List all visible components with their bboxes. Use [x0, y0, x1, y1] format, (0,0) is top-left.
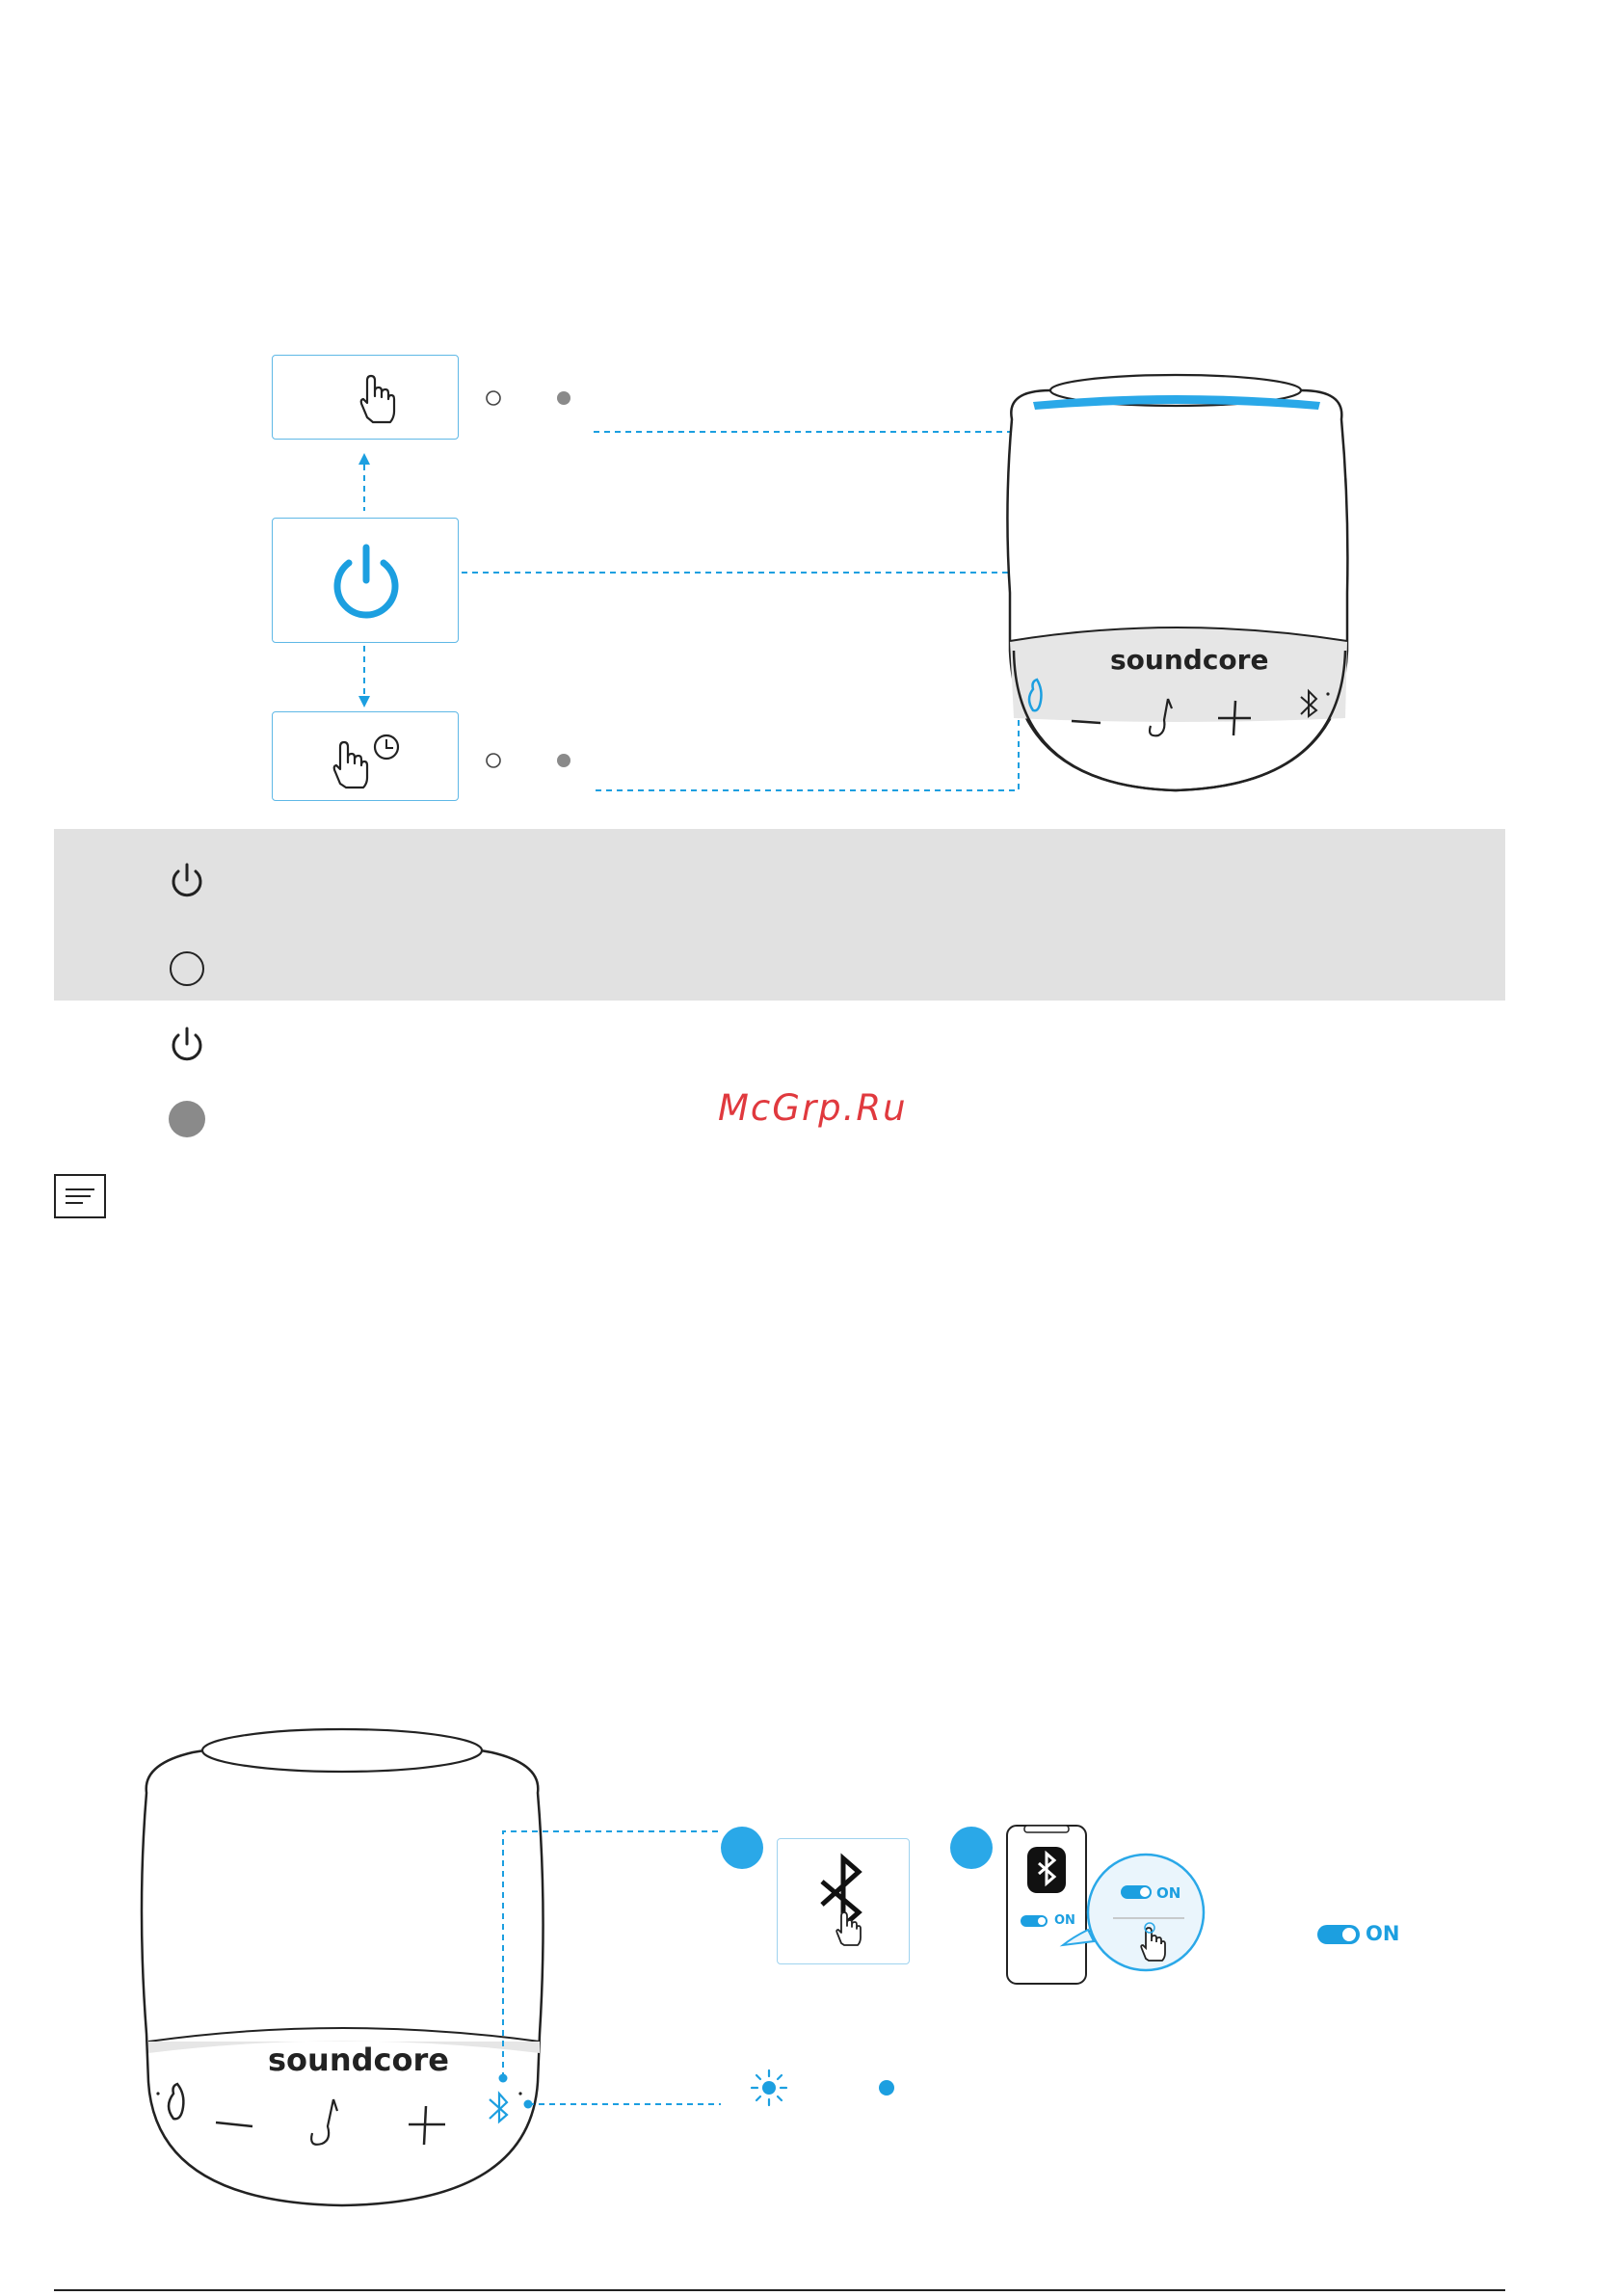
- toggle-on-icon: [1316, 1924, 1361, 1945]
- step-1-badge: [721, 1827, 763, 1869]
- watermark: McGrp.Ru: [718, 1087, 908, 1129]
- bluetooth-press-box: [777, 1838, 910, 1964]
- circle-outline-icon: [168, 949, 206, 988]
- speaker-bottom-logo: soundcore: [268, 2042, 449, 2078]
- power-outline-icon: [168, 1025, 206, 1063]
- zoom-toggle-on-label: ON: [1156, 1884, 1181, 1902]
- bottom-rule: [54, 2289, 1505, 2291]
- power-outline-icon: [168, 861, 206, 899]
- speaker-top: [993, 361, 1359, 805]
- bluetooth-icon: [805, 1849, 882, 1955]
- toggle-on-label: ON: [1366, 1922, 1400, 1945]
- phone-icon: [1005, 1824, 1207, 1988]
- phone-toggle-on-label: ON: [1054, 1913, 1075, 1928]
- note-icon: [54, 1174, 106, 1218]
- speaker-top-logo: soundcore: [1110, 644, 1269, 676]
- connector-lines: [0, 0, 1618, 868]
- blink-icon: [748, 2067, 790, 2109]
- pairing-connector-lines: [0, 1783, 771, 2130]
- step-2-badge: [950, 1827, 993, 1869]
- led-blue-icon: [877, 2078, 896, 2097]
- circle-filled-icon: [168, 1100, 206, 1138]
- status-band: [54, 829, 1505, 1001]
